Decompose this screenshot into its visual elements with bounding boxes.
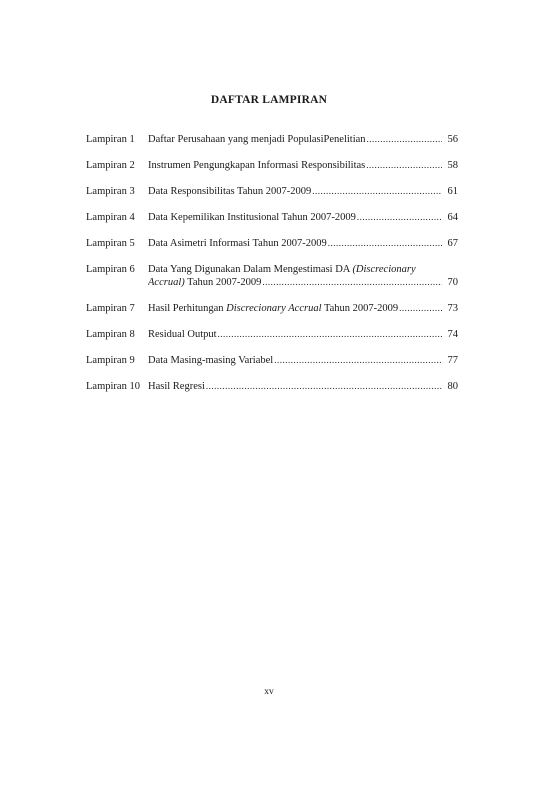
appendix-page-number: 61 bbox=[447, 186, 458, 197]
appendix-title: Data Asimetri Informasi Tahun 2007-2009 bbox=[148, 238, 327, 249]
appendix-entry-6 bbox=[86, 263, 458, 289]
appendix-page-number: 70 bbox=[447, 277, 458, 288]
appendix-page-number: 67 bbox=[447, 238, 458, 249]
appendix-label: Lampiran 4 bbox=[86, 212, 135, 223]
leader-dots bbox=[367, 133, 442, 146]
appendix-label: Lampiran 2 bbox=[86, 160, 135, 171]
appendix-label: Lampiran 6 bbox=[86, 264, 135, 275]
appendix-label: Lampiran 7 bbox=[86, 303, 135, 314]
page-title: DAFTAR LAMPIRAN bbox=[210, 94, 328, 106]
leader-dots bbox=[218, 328, 442, 341]
leader-dots bbox=[357, 211, 442, 224]
appendix-page-number: 74 bbox=[447, 329, 458, 340]
appendix-title: Data Kepemilikan Institusional Tahun 2007-2009 bbox=[148, 212, 356, 223]
page-number-footer: xv bbox=[264, 687, 274, 697]
appendix-title-continued: Accrual) Tahun 2007-2009 bbox=[148, 277, 262, 288]
leader-dots bbox=[312, 185, 442, 198]
appendix-title: Instrumen Pengungkapan Informasi Responsibilitas bbox=[148, 160, 366, 171]
appendix-page-number: 80 bbox=[447, 381, 458, 392]
appendix-page-number: 73 bbox=[447, 303, 458, 314]
appendix-title: Data Masing-masing Variabel bbox=[148, 355, 274, 366]
leader-dots bbox=[399, 302, 442, 315]
appendix-page-number: 58 bbox=[447, 160, 458, 171]
leader-dots bbox=[366, 159, 442, 172]
appendix-label: Lampiran 1 bbox=[86, 134, 135, 145]
appendix-title: Data Yang Digunakan Dalam Mengestimasi DA (Discrecionary bbox=[148, 264, 416, 275]
leader-dots bbox=[274, 354, 442, 367]
leader-dots bbox=[206, 380, 442, 393]
appendix-label: Lampiran 9 bbox=[86, 355, 135, 366]
appendix-label: Lampiran 8 bbox=[86, 329, 135, 340]
appendix-title: Hasil Perhitungan Discrecionary Accrual Tahun 2007-2009 bbox=[148, 303, 399, 314]
appendix-page-number: 77 bbox=[447, 355, 458, 366]
appendix-title: Data Responsibilitas Tahun 2007-2009 bbox=[148, 186, 312, 197]
leader-dots bbox=[262, 276, 442, 289]
appendix-page-number: 56 bbox=[447, 134, 458, 145]
appendix-label: Lampiran 3 bbox=[86, 186, 135, 197]
appendix-title: Residual Output bbox=[148, 329, 217, 340]
appendix-label: Lampiran 5 bbox=[86, 238, 135, 249]
appendix-label: Lampiran 10 bbox=[86, 381, 140, 392]
appendix-page-number: 64 bbox=[447, 212, 458, 223]
leader-dots bbox=[328, 237, 442, 250]
appendix-title: Hasil Regresi bbox=[148, 381, 205, 392]
appendix-title: Daftar Perusahaan yang menjadi PopulasiPenelitian bbox=[148, 134, 366, 145]
